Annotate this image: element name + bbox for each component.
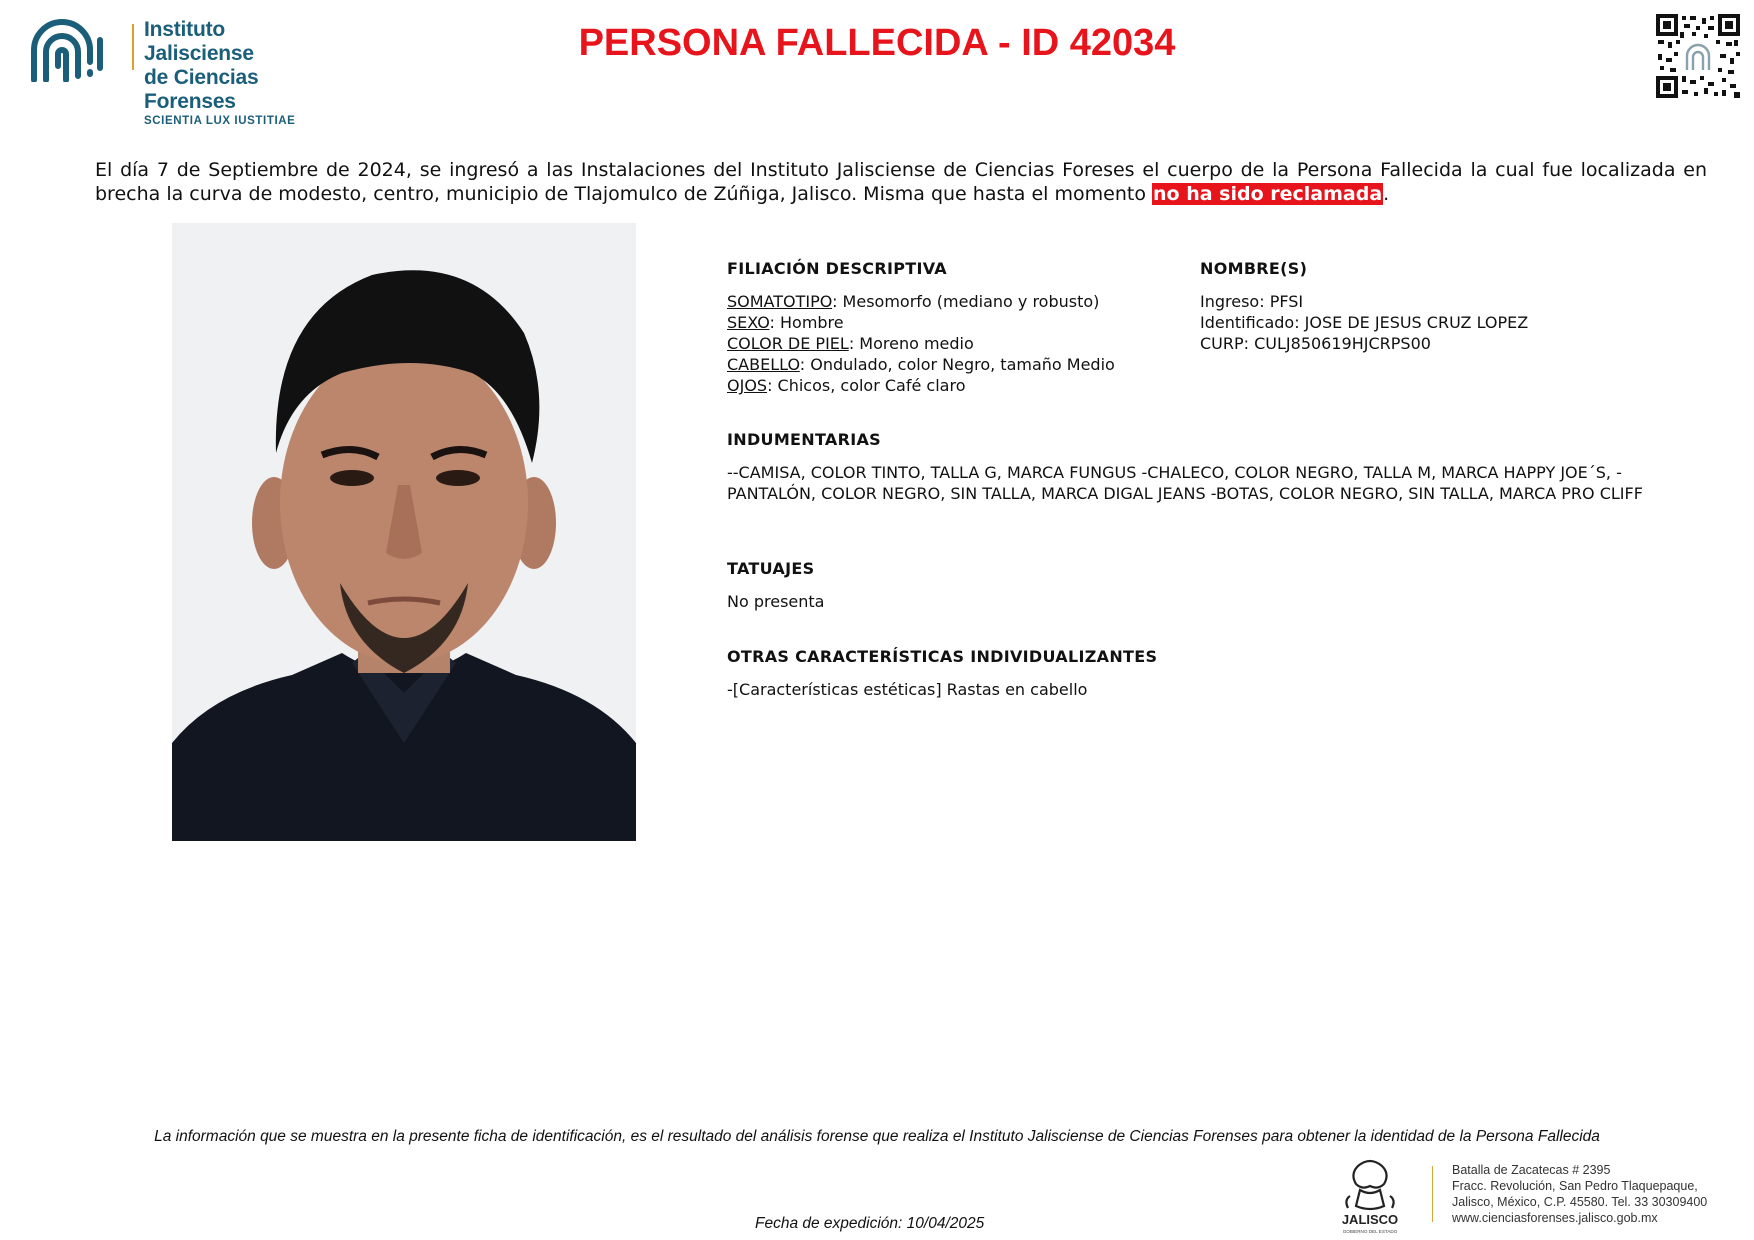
intro-text: El día 7 de Septiembre de 2024, se ingresó a las Instalaciones del Instituto Jalisciense de Ciencias Foreses el cuerpo de la Persona Fallecida la cual fue localizada en brecha la curva de modesto, centro, municipio de Tlajomulco de Zúñiga, Jalisco. Misma que hasta el momento: [95, 159, 1707, 205]
filiacion-value: : Mesomorfo (mediano y robusto): [832, 292, 1100, 311]
footer-divider: [1432, 1166, 1433, 1222]
filiacion-value: : Hombre: [769, 313, 844, 332]
filiacion-value: : Chicos, color Café claro: [767, 376, 966, 395]
otras-section: [727, 646, 1657, 700]
tatuajes-title: TATUAJES: [727, 559, 815, 578]
filiacion-label: COLOR DE PIEL: [727, 334, 849, 353]
tatuajes-section: [727, 558, 1657, 612]
intro-paragraph: [95, 158, 1707, 206]
qr-code-icon[interactable]: [1656, 14, 1740, 98]
filiacion-item: [727, 354, 1187, 375]
website-link[interactable]: www.cienciasforenses.jalisco.gob.mx: [1452, 1211, 1658, 1225]
filiacion-title: FILIACIÓN DESCRIPTIVA: [727, 259, 947, 278]
filiacion-item: [727, 375, 1187, 396]
nombres-title: NOMBRE(S): [1200, 259, 1308, 278]
portrait-image: [172, 223, 636, 841]
filiacion-label: SEXO: [727, 313, 770, 332]
nombres-line-identificado: Identificado: JOSE DE JESUS CRUZ LOPEZ: [1200, 313, 1529, 332]
indumentarias-text: --CAMISA, COLOR TINTO, TALLA G, MARCA FUNGUS -CHALECO, COLOR NEGRO, TALLA M, MARCA HAPPY JOE´S, -PANTALÓN, COLOR NEGRO, SIN TALLA, MARCA DIGAL JEANS -BOTAS, COLOR NEGRO, SIN TALLA, MARCA PRO CLIFF: [727, 463, 1643, 503]
unclaimed-highlight: no ha sido reclamada: [1153, 183, 1383, 205]
filiacion-value: : Ondulado, color Negro, tamaño Medio: [799, 355, 1115, 374]
otras-title: OTRAS CARACTERÍSTICAS INDIVIDUALIZANTES: [727, 647, 1158, 666]
filiacion-label: CABELLO: [727, 355, 800, 374]
nombres-line-curp: CURP: CULJ850619HJCRPS00: [1200, 334, 1431, 353]
otras-text: -[Características estéticas] Rastas en cabello: [727, 680, 1088, 699]
logo-line-2: de Ciencias Forenses: [144, 66, 259, 113]
address-line: Jalisco, México, C.P. 45580. Tel. 33 30309400: [1452, 1195, 1708, 1209]
person-photo: [172, 223, 636, 841]
indumentarias-title: INDUMENTARIAS: [727, 430, 881, 449]
logo-motto: SCIENTIA LUX IUSTITIAE: [144, 115, 296, 127]
jalisco-sub: GOBIERNO DEL ESTADO: [1342, 1229, 1398, 1234]
indumentarias-section: [727, 429, 1657, 504]
filiacion-item: [727, 333, 1187, 354]
address-line: Fracc. Revolución, San Pedro Tlaquepaque,: [1452, 1179, 1698, 1193]
jalisco-name: JALISCO: [1341, 1212, 1399, 1227]
intro-end: .: [1383, 183, 1390, 205]
logo-line-1: Instituto Jalisciense: [144, 18, 254, 65]
address-block: [1452, 1162, 1707, 1226]
filiacion-label: SOMATOTIPO: [727, 292, 833, 311]
tatuajes-text: No presenta: [727, 592, 825, 611]
address-line: Batalla de Zacatecas # 2395: [1452, 1163, 1611, 1177]
filiacion-item: [727, 291, 1187, 312]
footer-disclaimer: La información que se muestra en la presente ficha de identificación, es el resultado del análisis forense que realiza el Instituto Jalisciense de Ciencias Forenses para obtener la identidad de la Persona Fallecida: [154, 1128, 1600, 1145]
filiacion-value: : Moreno medio: [848, 334, 974, 353]
jalisco-logo-icon: [1330, 1156, 1410, 1236]
filiacion-section: [727, 258, 1187, 396]
filiacion-item: [727, 312, 1187, 333]
nombres-section: [1200, 258, 1680, 354]
nombres-line-ingreso: Ingreso: PFSI: [1200, 292, 1304, 311]
expedition-date: Fecha de expedición: 10/04/2025: [755, 1215, 985, 1232]
page-title: PERSONA FALLECIDA - ID 42034: [578, 22, 1176, 64]
filiacion-label: OJOS: [727, 376, 768, 395]
